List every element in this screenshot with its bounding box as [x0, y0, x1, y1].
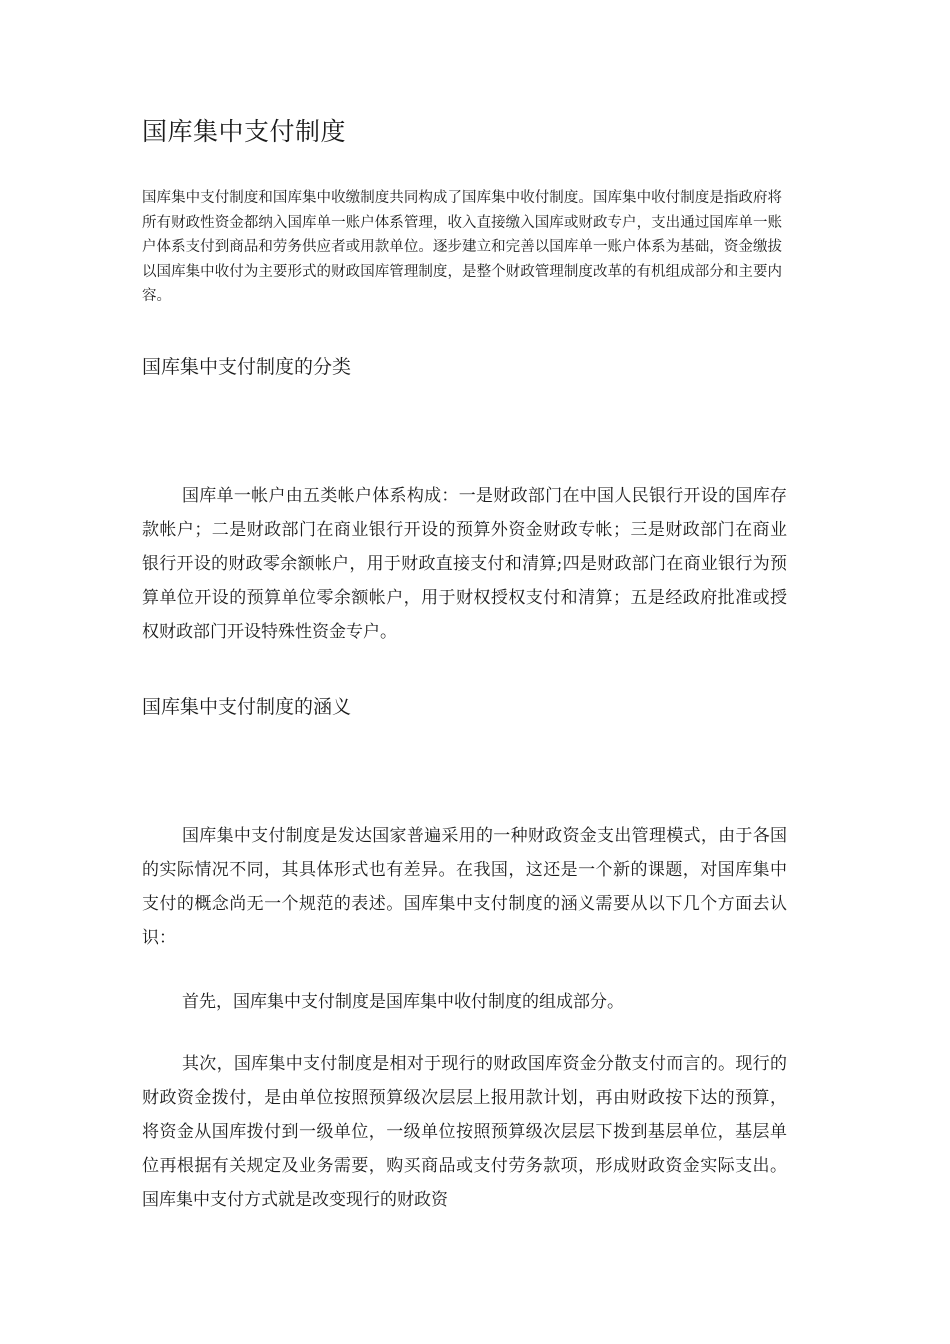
- paragraph-second-point: 其次，国库集中支付制度是相对于现行的财政国库资金分散支付而言的。现行的财政资金拨付，是由单位按照预算级次层层上报用款计划，再由财政按下达的预算，将资金从国库拨付到一级单位，一级单位按照预算级次层层下拨到基层单位，基层单位再根据有关规定及业务需要，购买商品或支付劳务款项，形成财政资金实际支出。国库集中支付方式就是改变现行的财政资: [142, 1054, 787, 1210]
- document-title: 国库集中支付制度: [142, 117, 347, 146]
- section-heading-meaning: 国库集中支付制度的涵义: [142, 696, 352, 718]
- paragraph-meaning-intro: 国库集中支付制度是发达国家普遍采用的一种财政资金支出管理模式，由于各国的实际情况不同，其具体形式也有差异。在我国，这还是一个新的课题，对国库集中支付的概念尚无一个规范的表述。国库集中支付制度的涵义需要从以下几个方面去认识：: [142, 826, 787, 948]
- section-heading-classification: 国库集中支付制度的分类: [142, 356, 352, 378]
- paragraph-first-point: 首先，国库集中支付制度是国库集中收付制度的组成部分。: [182, 992, 624, 1012]
- intro-paragraph: 国库集中支付制度和国库集中收缴制度共同构成了国库集中收付制度。国库集中收付制度是指政府将所有财政性资金都纳入国库单一账户体系管理，收入直接缴入国库或财政专户，支出通过国库单一账户体系支付到商品和劳务供应者或用款单位。逐步建立和完善以国库单一账户体系为基础，资金缴拔以国库集中收付为主要形式的财政国库管理制度，是整个财政管理制度改革的有机组成部分和主要内容。: [142, 190, 782, 304]
- paragraph-account-types: 国库单一帐户由五类帐户体系构成：一是财政部门在中国人民银行开设的国库存款帐户；二是财政部门在商业银行开设的预算外资金财政专帐；三是财政部门在商业银行开设的财政零余额帐户，用于财政直接支付和清算;四是财政部门在商业银行为预算单位开设的预算单位零余额帐户，用于财权授权支付和清算；五是经政府批准或授权财政部门开设特殊性资金专户。: [142, 486, 787, 642]
